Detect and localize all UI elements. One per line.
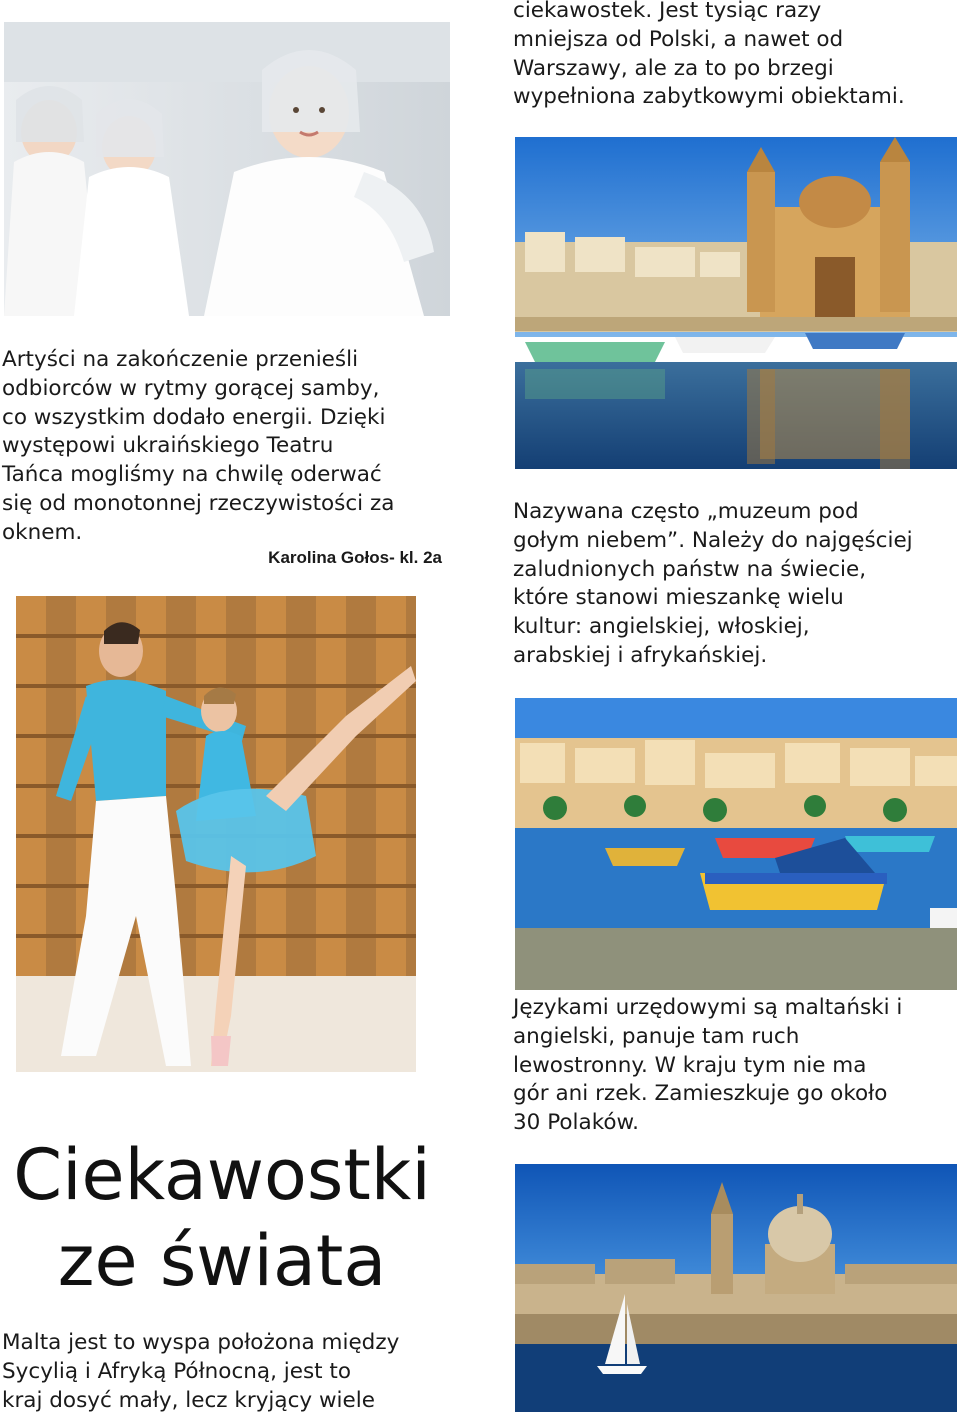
languages-line: gór ani rzek. Zamieszkuje go około bbox=[513, 1081, 888, 1107]
section-title bbox=[2, 1132, 442, 1304]
languages-paragraph bbox=[513, 994, 953, 1138]
languages-line: 30 Polaków. bbox=[513, 1110, 639, 1136]
artists-line: oknem. bbox=[2, 519, 83, 545]
section-title-line: Ciekawostki bbox=[13, 1134, 431, 1216]
photo-church-harbour bbox=[515, 137, 957, 469]
intro-line: ciekawostek. Jest tysiąc razy bbox=[513, 0, 822, 23]
languages-line: Językami urzędowymi są maltański i bbox=[513, 995, 903, 1020]
artists-paragraph bbox=[2, 346, 442, 548]
museum-line: arabskiej i afrykańskiej. bbox=[513, 642, 768, 668]
artists-line: występowi ukraińskiego Teatru bbox=[2, 433, 334, 459]
museum-line: gołym niebem”. Należy do najgęściej bbox=[513, 527, 913, 553]
section-title-line: ze świata bbox=[57, 1220, 387, 1302]
intro-line: mniejsza od Polski, a nawet od bbox=[513, 26, 844, 52]
artists-line: się od monotonnej rzeczywistości za bbox=[2, 490, 395, 516]
languages-line: angielski, panuje tam ruch bbox=[513, 1023, 800, 1049]
museum-paragraph bbox=[513, 498, 953, 671]
malta-paragraph bbox=[2, 1329, 442, 1415]
museum-line: Nazywana często „muzeum pod bbox=[513, 499, 859, 524]
artists-line: Tańca mogliśmy na chwilę oderwać bbox=[2, 462, 382, 488]
malta-line: Sycylią i Afryką Północną, jest to bbox=[2, 1358, 351, 1384]
intro-paragraph bbox=[513, 0, 953, 112]
artists-line: Artyści na zakończenie przenieśli bbox=[2, 347, 359, 372]
artists-line: co wszystkim dodało energii. Dzięki bbox=[2, 404, 386, 430]
malta-line: Malta jest to wyspa położona między bbox=[2, 1330, 400, 1355]
museum-line: kultur: angielskiej, włoskiej, bbox=[513, 614, 810, 640]
languages-line: lewostronny. W kraju tym nie ma bbox=[513, 1052, 867, 1078]
malta-line: kraj dosyć mały, lecz kryjący wiele bbox=[2, 1387, 375, 1413]
intro-line: wypełniona zabytkowymi obiektami. bbox=[513, 84, 905, 110]
artists-line: odbiorców w rytmy gorącej samby, bbox=[2, 375, 380, 401]
museum-line: zaludnionych państw na świecie, bbox=[513, 556, 867, 582]
museum-line: które stanowi mieszankę wielu bbox=[513, 585, 844, 611]
photo-ballet-duo bbox=[16, 596, 416, 1072]
photo-valletta-skyline bbox=[515, 1164, 957, 1412]
author-byline: Karolina Gołos- kl. 2a bbox=[268, 548, 442, 567]
intro-line: Warszawy, ale za to po brzegi bbox=[513, 55, 834, 81]
photo-white-dancers bbox=[4, 22, 450, 316]
photo-colorful-boats bbox=[515, 698, 957, 990]
